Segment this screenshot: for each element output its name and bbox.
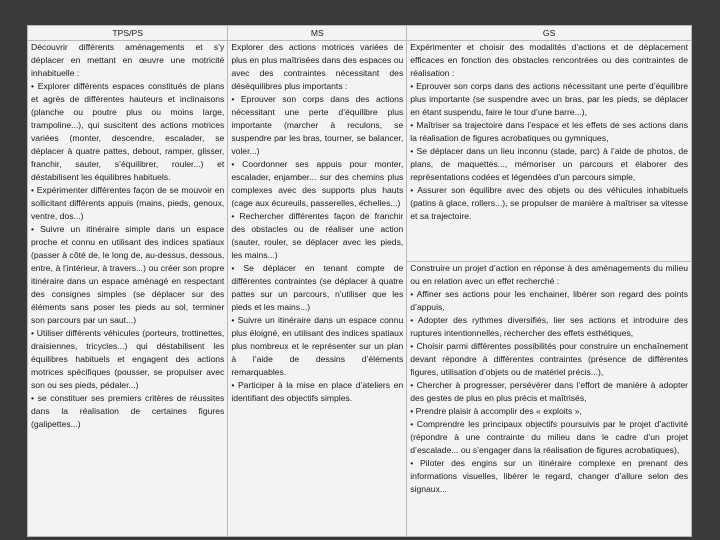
gs-top-intro: Expérimenter et choisir des modalités d’actions et de déplacement efficaces en fonction des obstacles rencontrées ou des contraintes de réalisation : bbox=[410, 42, 688, 78]
header-tps-ps: TPS/PS bbox=[28, 26, 228, 41]
gs-bottom-item: • Prendre plaisir à accomplir des « exploits », bbox=[410, 406, 582, 416]
gs-bottom-item: • Chercher à progresser, persévérer dans l’effort de manière à adopter des gestes de plus en plus précis et maîtrisés, bbox=[410, 380, 688, 403]
ms-item: • Suivre un itinéraire dans un espace connu plus éloigné, en utilisant des indices spatiaux plus nombreux et le représenter sur un plan à l’aide de dessins d’éléments remarquables. bbox=[231, 315, 404, 377]
gs-cell-bottom bbox=[407, 262, 692, 537]
gs-top-item: • Eprouver son corps dans des actions nécessitant une perte d’équilibre plus importante (se suspendre avec un bras, par les pieds, se déplacer en étant suspendu, faire le tour d’une barre...), bbox=[410, 81, 688, 117]
gs-bottom-item: • Adopter des rythmes diversifiés, lier ses actions et introduire des ruptures intentionnelles, rechercher des effets esthétiques, bbox=[410, 315, 688, 338]
gs-bottom-intro: Construire un projet d’action en réponse à des aménagements du milieu ou en relation avec un effet recherché : bbox=[410, 263, 688, 286]
header-row bbox=[28, 26, 692, 41]
tps-item: • Suivre un itinéraire simple dans un espace proche et connu en utilisant des indices spatiaux (passer à côté de, le long de, au-dessus, dessous, entre, à l’intérieur, à travers...) ou créer son propre itinéraire dans un espace aménagé en respectant des consignes simples (se déplacer sur des éléments sans poser les pieds au sol, terminer son parcours par un saut...) bbox=[31, 224, 225, 325]
gs-cell-top bbox=[407, 41, 692, 262]
gs-bottom-item: • Choisir parmi différentes possibilités pour construire un enchaînement devant répondre à différentes contraintes (présence de différentes figures, utilisation d’objets ou de matériel précis...), bbox=[410, 341, 688, 377]
ms-item: • Coordonner ses appuis pour monter, escalader, enjamber... sur des chemins plus complexes avec des supports plus hauts (cage aux écureuils, passerelles, échelles...) bbox=[231, 159, 404, 208]
tps-item: • Expérimenter différentes façon de se mouvoir en sollicitant différents appuis (mains, pieds, genoux, ventre, dos...) bbox=[31, 185, 225, 221]
gs-top-item: • Se déplacer dans un lieu inconnu (stade, parc) à l’aide de photos, de plans, de maquettes..., mémoriser un parcours et élaborer des représentations codées et légendées d’un parcours simple, bbox=[410, 146, 688, 182]
content-row-1 bbox=[28, 41, 692, 262]
ms-intro: Explorer des actions motrices variées de plus en plus maîtrisées dans des espaces ou avec des contraintes nécessitant des déséquilibres plus importants : bbox=[231, 42, 404, 91]
ms-item: • Eprouver son corps dans des actions nécessitant une perte d’équilibre plus importante (marcher à reculons, se suspendre par les bras, tourner, se balancer, voler...) bbox=[231, 94, 404, 156]
gs-bottom-item: • Piloter des engins sur un itinéraire complexe en prenant des informations visuelles, libérer le regard, changer d’allure selon des signaux... bbox=[410, 458, 688, 494]
tps-item: • se constituer ses premiers critères de réussites dans la réalisation de certaines figures (galipettes...) bbox=[31, 393, 225, 429]
tps-item: • Utiliser différents véhicules (porteurs, trottinettes, draisiennes, tricycles...) qui déstabilisent les équilibres habituels et engagent des actions motrices spécifiques (pousser, se propulser avec son ou ses pieds, pédaler...) bbox=[31, 328, 225, 390]
ms-item: • Rechercher différentes façon de franchir des obstacles ou de réaliser une action (sauter, rouler, se déplacer avec les pieds, les mains...) bbox=[231, 211, 404, 260]
header-gs: GS bbox=[407, 26, 692, 41]
tps-intro: Découvrir différents aménagements et s’y déplacer en mettant en œuvre une motricité inhabituelle : bbox=[31, 42, 225, 78]
gs-bottom-item: • Affiner ses actions pour les enchainer, libérer son regard des points d’appuis, bbox=[410, 289, 688, 312]
ms-item: • Se déplacer en tenant compte de différentes contraintes (se déplacer à quatre pattes sur un parcours, n’utiliser que les pieds et les mains...) bbox=[231, 263, 404, 312]
ms-cell bbox=[228, 41, 407, 537]
gs-bottom-item: • Comprendre les principaux objectifs poursuivis par le projet d’activité (répondre à une contrainte du milieu dans le cadre d’un projet d’escalade... ou s’engager dans la réalisation de figures acrobatiques), bbox=[410, 419, 688, 455]
tps-item: • Explorer différents espaces constitués de plans et agrès de différentes hauteurs et inclinaisons (planche ou poutre plus ou moins large, trampoline...), qui suscitent des actions motrices variées (monter, descendre, escalader, se déplacer à quatre pattes, debout, ramper, glisser, franchir, sauter, s’équilibrer, rouler...) et déstabilisent les équilibres habituels. bbox=[31, 81, 225, 182]
header-ms: MS bbox=[228, 26, 407, 41]
gs-top-item: • Assurer son équilibre avec des objets ou des véhicules inhabituels (patins à glace, rollers...), se propulser de manière à maîtriser sa vitesse et sa trajectoire. bbox=[410, 185, 688, 221]
tps-ps-cell bbox=[28, 41, 228, 537]
gs-top-item: • Maîtriser sa trajectoire dans l’espace et les effets de ses actions dans la réalisation de figures acrobatiques ou gymniques, bbox=[410, 120, 688, 143]
curriculum-table bbox=[27, 25, 692, 537]
ms-item: • Participer à la mise en place d’ateliers en identifiant des objectifs simples. bbox=[231, 380, 404, 403]
